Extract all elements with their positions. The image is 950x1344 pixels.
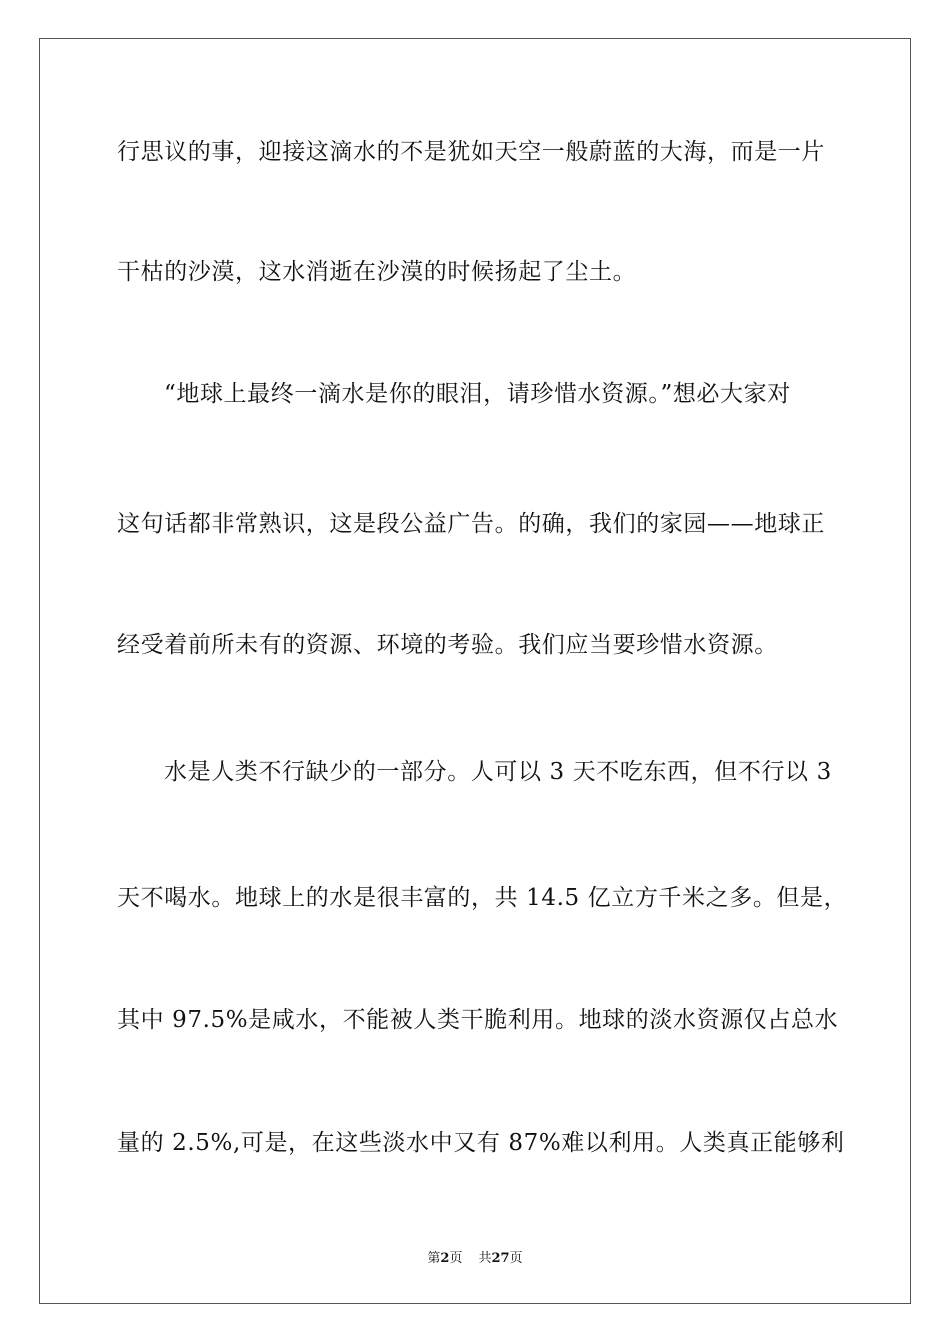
text-line-8: 其中 97.5%是咸水，不能被人类干脆利用。地球的淡水资源仅占总水 xyxy=(117,1007,839,1033)
text-line-4: 这句话都非常熟识，这是段公益广告。的确，我们的家园——地球正 xyxy=(117,511,825,537)
page-total: 27 xyxy=(491,1251,510,1266)
text-line-9: 量的 2.5%,可是，在这些淡水中又有 87%难以利用。人类真正能够利 xyxy=(117,1130,845,1156)
page-prefix: 第 xyxy=(427,1251,441,1266)
text-line-2: 干枯的沙漠，这水消逝在沙漠的时候扬起了尘土。 xyxy=(117,259,637,285)
text-line-5: 经受着前所未有的资源、环境的考验。我们应当要珍惜水资源。 xyxy=(117,632,778,658)
page-footer xyxy=(0,1247,950,1266)
page-current: 2 xyxy=(440,1251,450,1266)
text-line-6: 水是人类不行缺少的一部分。人可以 3 天不吃东西，但不行以 3 xyxy=(164,759,832,785)
text-line-3: “地球上最终一滴水是你的眼泪，请珍惜水资源。”想必大家对 xyxy=(164,381,791,407)
page-suffix: 页 xyxy=(449,1251,463,1266)
total-prefix: 共 xyxy=(478,1251,492,1266)
text-line-7: 天不喝水。地球上的水是很丰富的，共 14.5 亿立方千米之多。但是， xyxy=(117,885,848,911)
text-line-1: 行思议的事，迎接这滴水的不是犹如天空一般蔚蓝的大海，而是一片 xyxy=(117,139,825,165)
page-border xyxy=(39,38,911,1304)
total-suffix: 页 xyxy=(509,1251,523,1266)
